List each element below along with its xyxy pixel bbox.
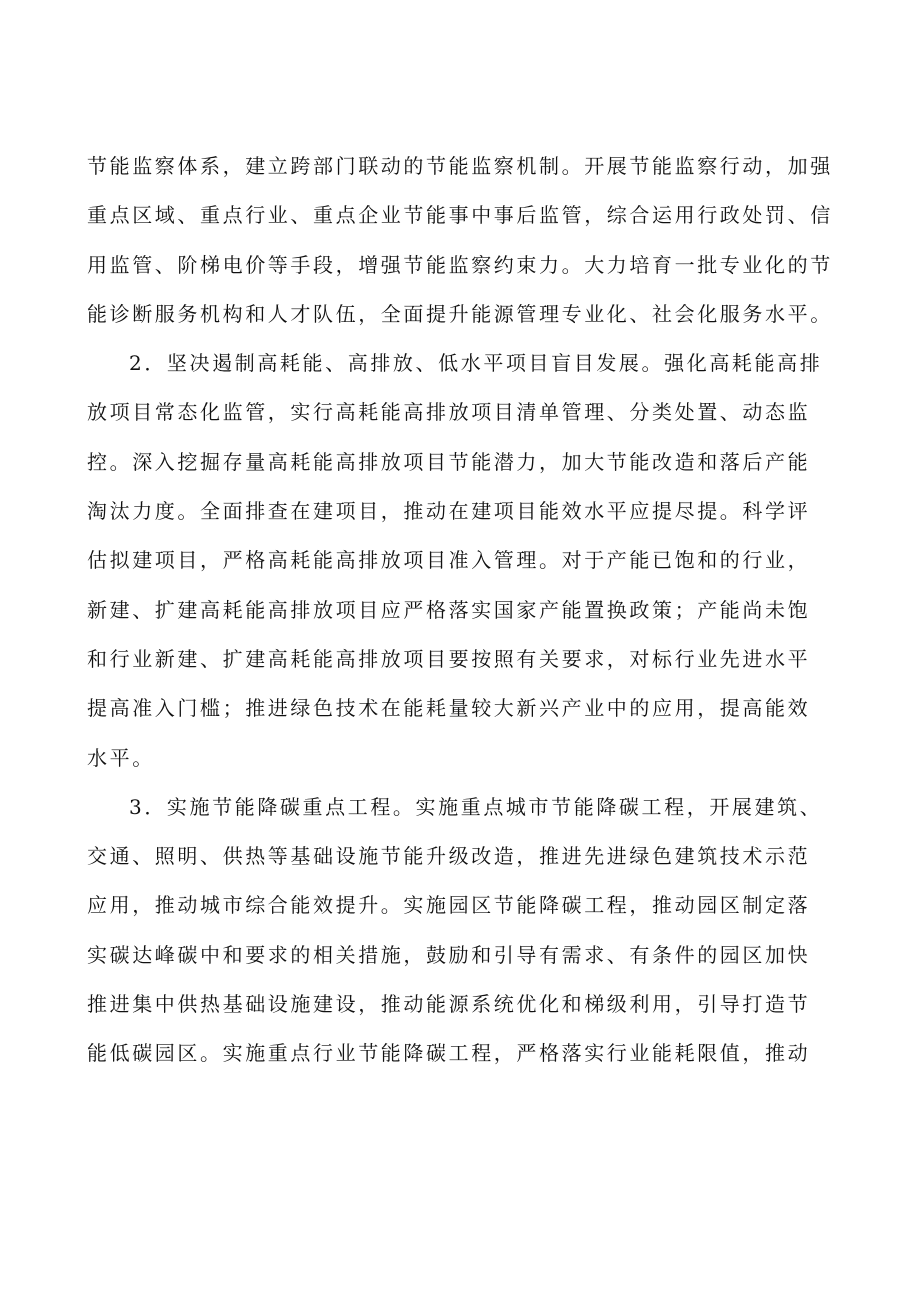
paragraph-key-projects [87,783,867,1079]
text-line: 提高准入门槛；推进绿色技术在能耗量较大新兴产业中的应用，提高能效 [87,696,811,721]
text-line: 估拟建项目，严格高耗能高排放项目准入管理。对于产能已饱和的行业， [87,548,811,573]
text-line: 放项目常态化监管，实行高耗能高排放项目清单管理、分类处置、动态监 [87,400,811,425]
text-line: 和行业新建、扩建高耗能高排放项目要按照有关要求，对标行业先进水平 [87,646,811,671]
text-line: 能诊断服务机构和人才队伍，全面提升能源管理专业化、社会化服务水平。 [87,301,833,326]
text-line: 2．坚决遏制高耗能、高排放、低水平项目盲目发展。强化高耗能高排 [129,351,823,376]
text-line: 实碳达峰碳中和要求的相关措施，鼓励和引导有需求、有条件的园区加快 [87,942,811,967]
text-line: 水平。 [87,745,155,770]
text-line: 淘汰力度。全面排查在建项目，推动在建项目能效水平应提尽提。科学评 [87,499,811,524]
paragraph-curb-high-energy-projects [87,339,867,783]
text-line: 应用，推动城市综合能效提升。实施园区节能降碳工程，推动园区制定落 [87,893,811,918]
text-line: 用监管、阶梯电价等手段，增强节能监察约束力。大力培育一批专业化的节 [87,252,833,277]
text-line: 3．实施节能降碳重点工程。实施重点城市节能降碳工程，开展建筑、 [129,794,823,819]
text-line: 控。深入挖掘存量高耗能高排放项目节能潜力，加大节能改造和落后产能 [87,449,811,474]
text-line: 节能监察体系，建立跨部门联动的节能监察机制。开展节能监察行动，加强 [87,154,833,178]
text-line: 新建、扩建高耗能高排放项目应严格落实国家产能置换政策；产能尚未饱 [87,597,811,622]
text-line: 重点区域、重点行业、重点企业节能事中事后监管，综合运用行政处罚、信 [87,203,833,228]
paragraph-energy-supervision [87,142,867,339]
text-line: 推进集中供热基础设施建设，推动能源系统优化和梯级利用，引导打造节 [87,992,811,1017]
text-line: 能低碳园区。实施重点行业节能降碳工程，严格落实行业能耗限值，推动 [87,1041,811,1066]
document-body [87,142,867,1079]
text-line: 交通、照明、供热等基础设施节能升级改造，推进先进绿色建筑技术示范 [87,844,811,869]
